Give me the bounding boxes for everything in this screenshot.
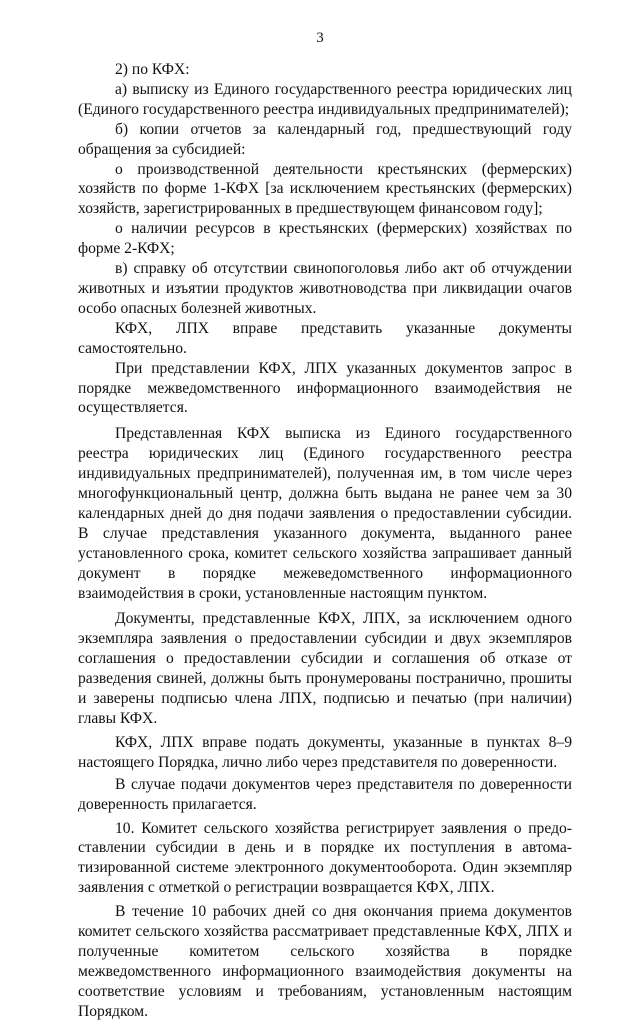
paragraph-form-1-kfh: о производственной деятельности крестьянских (фермерских) хозяйств по форме 1-КФХ [за исключением крестьянских (фермерских) хозяйств, зарегистрированных в предшествующем финансовом году]; (78, 160, 572, 218)
page-number: 3 (316, 30, 324, 46)
paragraph-power-of-attorney: В случае подачи документов через представителя по доверенности доверенность прилагается. (78, 775, 572, 813)
paragraph-form-2-kfh: о наличии ресурсов в крестьянских (фермерских) хозяйствах по форме 2-КФХ; (78, 220, 572, 258)
paragraph-item-a: а) выписку из Единого государственного реестра юридических лиц (Единого государственного реестра индивидуальных предпринимателей); (78, 80, 572, 118)
paragraph-document-binding: Документы, представленные КФХ, ЛПХ, за исключением одного экземпляра заявления о предоставлении субсидии и двух экземпляров соглашения о предоставлении субсидии и соглашения об отказе от разведения свиней, должны быть пронумерованы постранично, прошиты и заверены подписью члена ЛПХ, подписью и печатью (при наличии) главы КФХ. (78, 610, 572, 727)
paragraph-no-interagency-request: При представлении КФХ, ЛПХ указанных документов запрос в порядке межведомственного информационного взаимодействия не осуществляется. (78, 359, 572, 417)
paragraph-point-10: 10. Комитет сельского хозяйства регистрирует заявления о предоставлении субсидии в день и в порядке их поступления в автоматизированной системе электронного документооборота. Один экземпляр заявления с отметкой о регистрации возвращается КФХ, ЛПХ. (78, 819, 572, 897)
paragraph-submission-method: КФХ, ЛПХ вправе подать документы, указанные в пунктах 8–9 настоящего Порядка, лично либо через представителя по доверенности. (78, 733, 572, 771)
document-body (78, 60, 572, 1022)
paragraph-registry-extract: Представленная КФХ выписка из Единого государственного реестра юридических лиц (Единого государственного реестра индивидуальных предпринимателей), полученная им, в том числе через многофункциональный центр, должна быть выдана не ранее чем за 30 календарных дней до дня подачи заявления о предоставлении субсидии. В случае представления указанного документа, выданного ранее установленного срока, комитет сельского хозяйства запрашивает данный документ в порядке межеведомственного информационного взаимодействия в сроки, установленные настоящим пунктом. (78, 425, 572, 602)
paragraph-item-b: б) копии отчетов за календарный год, предшествующий году обращения за субсидией: (78, 120, 572, 158)
paragraph-item-v: в) справку об отсутствии свинопоголовья либо акт об отчуждении животных и изъятии продуктов животноводства при ликвидации очагов особо опасных болезней животных. (78, 260, 572, 317)
paragraph-kfh-heading: 2) по КФХ: (115, 61, 190, 78)
paragraph-review-period: В течение 10 рабочих дней со дня окончания приема документов комитет сельского хозяйства рассматривает представленные КФХ, ЛПХ и полученные комитетом сельского хозяйства в порядке межведомственного информационного взаимодействия документы на соответствие условиям и требованиям, установленным настоящим Порядком. (78, 903, 572, 1020)
paragraph-self-submission: КФХ, ЛПХ вправе представить указанные документы самостоятельно. (78, 319, 572, 357)
